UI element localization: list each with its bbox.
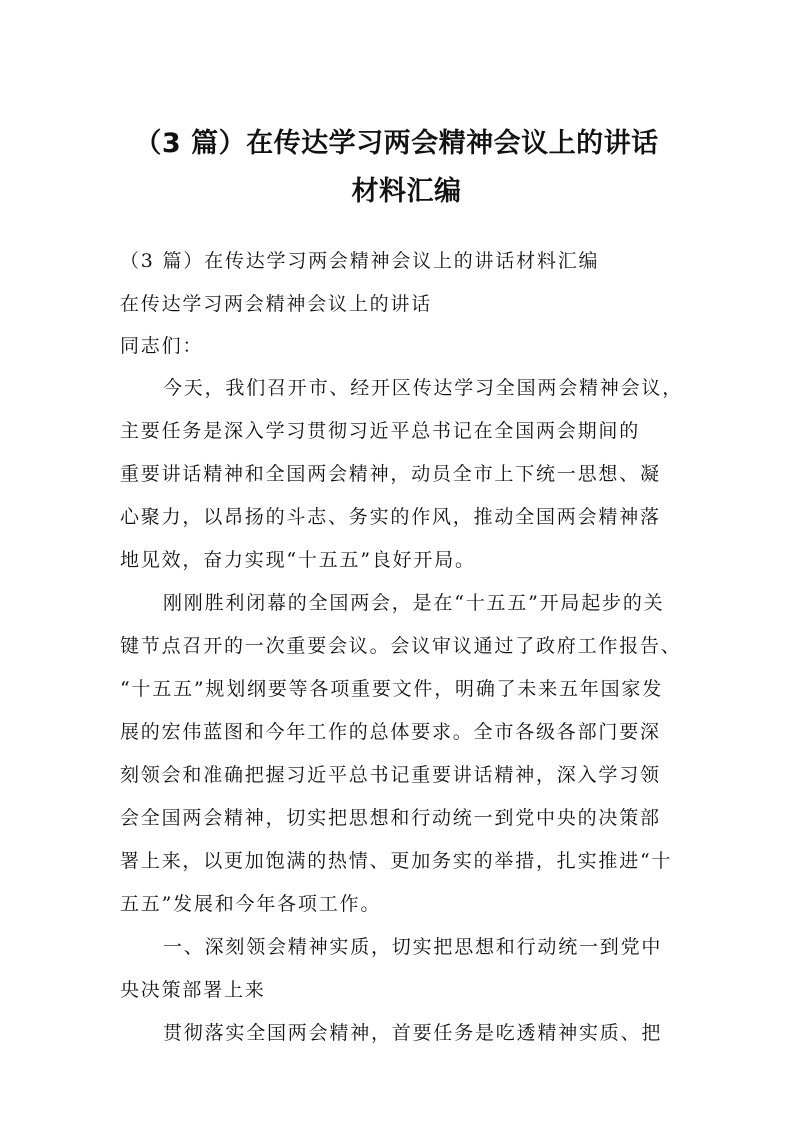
paragraph-1-line-1: 今天，我们召开市、经开区传达学习全国两会精神会议， xyxy=(163,377,684,399)
paragraph-2-line-6: 会全国两会精神，切实把思想和行动统一到党中央的决策部 xyxy=(120,807,661,829)
speech-title-line: 在传达学习两会精神会议上的讲话 xyxy=(120,293,433,315)
section-heading-1-line-1: 一、深刻领会精神实质，切实把思想和行动统一到党中 xyxy=(163,936,663,958)
subtitle-line: （3 篇）在传达学习两会精神会议上的讲话材料汇编 xyxy=(120,250,600,272)
paragraph-2-line-1: 刚刚胜利闭幕的全国两会，是在“十五五”开局起步的关 xyxy=(163,592,665,614)
paragraph-2-line-2: 键节点召开的一次重要会议。会议审议通过了政府工作报告、 xyxy=(120,635,682,657)
paragraph-2-line-7: 署上来，以更加饱满的热情、更加务实的举措，扎实推进“十 xyxy=(120,850,673,872)
document-title-line-1: （3 篇）在传达学习两会精神会议上的讲话 xyxy=(134,128,659,159)
paragraph-1-line-2: 主要任务是深入学习贯彻习近平总书记在全国两会期间的 xyxy=(120,420,641,442)
paragraph-3-line-1: 贯彻落实全国两会精神，首要任务是吃透精神实质、把 xyxy=(163,1022,663,1044)
document-title-line-2: 材料汇编 xyxy=(351,176,462,207)
paragraph-1-line-5: 地见效，奋力实现“十五五”良好开局。 xyxy=(120,549,476,571)
paragraph-1-line-3: 重要讲话精神和全国两会精神，动员全市上下统一思想、凝 xyxy=(120,463,661,485)
salutation-line: 同志们： xyxy=(120,335,204,357)
paragraph-1-line-4: 心聚力，以昂扬的斗志、务实的作风，推动全国两会精神落 xyxy=(120,506,661,528)
section-heading-1-line-2: 央决策部署上来 xyxy=(120,979,266,1001)
paragraph-2-line-8: 五五”发展和今年各项工作。 xyxy=(120,893,382,915)
paragraph-2-line-5: 刻领会和准确把握习近平总书记重要讲话精神，深入学习领 xyxy=(120,764,661,786)
paragraph-2-line-4: 展的宏伟蓝图和今年工作的总体要求。全市各级各部门要深 xyxy=(120,721,661,743)
paragraph-2-line-3: “十五五”规划纲要等各项重要文件，明确了未来五年国家发 xyxy=(120,678,664,700)
